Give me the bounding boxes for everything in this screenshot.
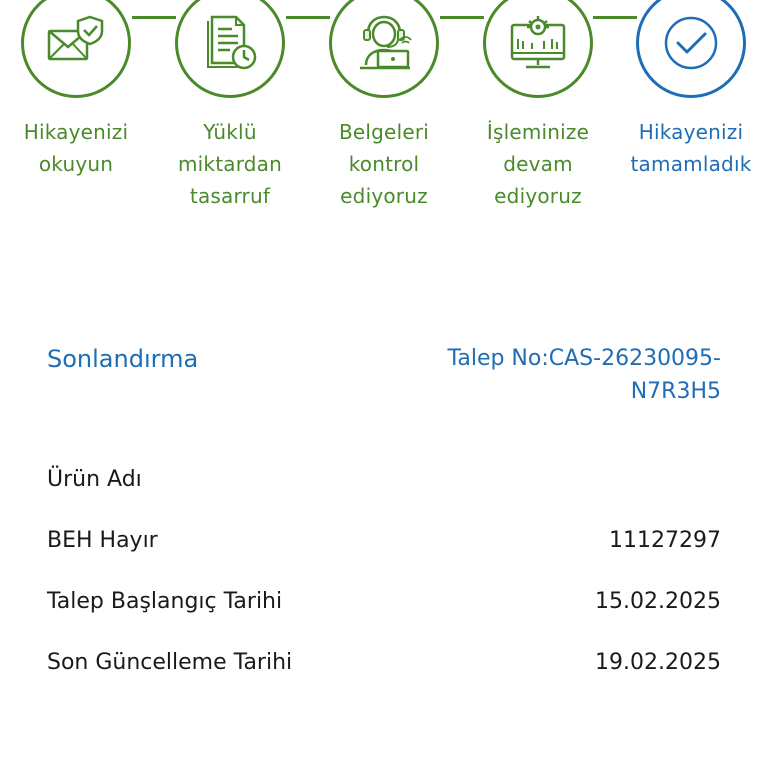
beh-number-row xyxy=(47,523,721,559)
checkmark-circle-icon xyxy=(661,13,721,73)
progress-stepper xyxy=(0,0,768,230)
row-value: 11127297 xyxy=(609,528,721,553)
row-label: Talep Başlangıç Tarihi xyxy=(47,589,283,614)
request-number xyxy=(391,342,721,408)
step-4-label xyxy=(463,116,613,212)
envelope-shield-icon xyxy=(46,13,106,73)
request-number-line: Talep No:CAS-26230095- xyxy=(447,346,721,371)
row-label: Ürün Adı xyxy=(47,467,142,492)
step-1-label xyxy=(1,116,151,180)
step-1-label-line: Hikayenizi xyxy=(23,120,129,144)
row-value: 19.02.2025 xyxy=(595,650,721,675)
step-1-circle xyxy=(21,0,131,98)
step-4-label-line: ediyoruz xyxy=(494,184,582,208)
step-1-label-line: okuyun xyxy=(38,152,114,176)
document-clock-icon xyxy=(200,13,260,73)
step-5-label-line: Hikayenizi xyxy=(638,120,744,144)
step-3-label xyxy=(309,116,459,212)
step-2-label-line: Yüklü xyxy=(203,120,257,144)
request-number-line: N7R3H5 xyxy=(630,379,721,404)
step-connector xyxy=(132,16,176,19)
product-name-row xyxy=(47,462,721,498)
step-5-circle xyxy=(636,0,746,98)
step-connector xyxy=(286,16,330,19)
status-title: Sonlandırma xyxy=(47,345,199,373)
step-connector xyxy=(593,16,637,19)
step-4-label-line: İşleminize xyxy=(486,120,590,144)
row-label: Son Güncelleme Tarihi xyxy=(47,650,293,675)
monitor-gear-icon xyxy=(508,13,568,73)
step-3-circle xyxy=(329,0,439,98)
start-date-row xyxy=(47,584,721,620)
step-4-circle xyxy=(483,0,593,98)
step-3-label-line: ediyoruz xyxy=(340,184,428,208)
row-label: BEH Hayır xyxy=(47,528,158,553)
last-update-row xyxy=(47,645,721,681)
step-5-label-line: tamamladık xyxy=(630,152,752,176)
step-5-label xyxy=(616,116,766,180)
step-2-label-line: tasarruf xyxy=(189,184,271,208)
row-value: 15.02.2025 xyxy=(595,589,721,614)
step-2-circle xyxy=(175,0,285,98)
step-3-label-line: kontrol xyxy=(348,152,420,176)
step-4-label-line: devam xyxy=(503,152,573,176)
step-connector xyxy=(440,16,484,19)
step-3-label-line: Belgeleri xyxy=(338,120,430,144)
step-2-label-line: miktardan xyxy=(177,152,283,176)
step-2-label xyxy=(155,116,305,212)
support-agent-icon xyxy=(354,13,414,73)
